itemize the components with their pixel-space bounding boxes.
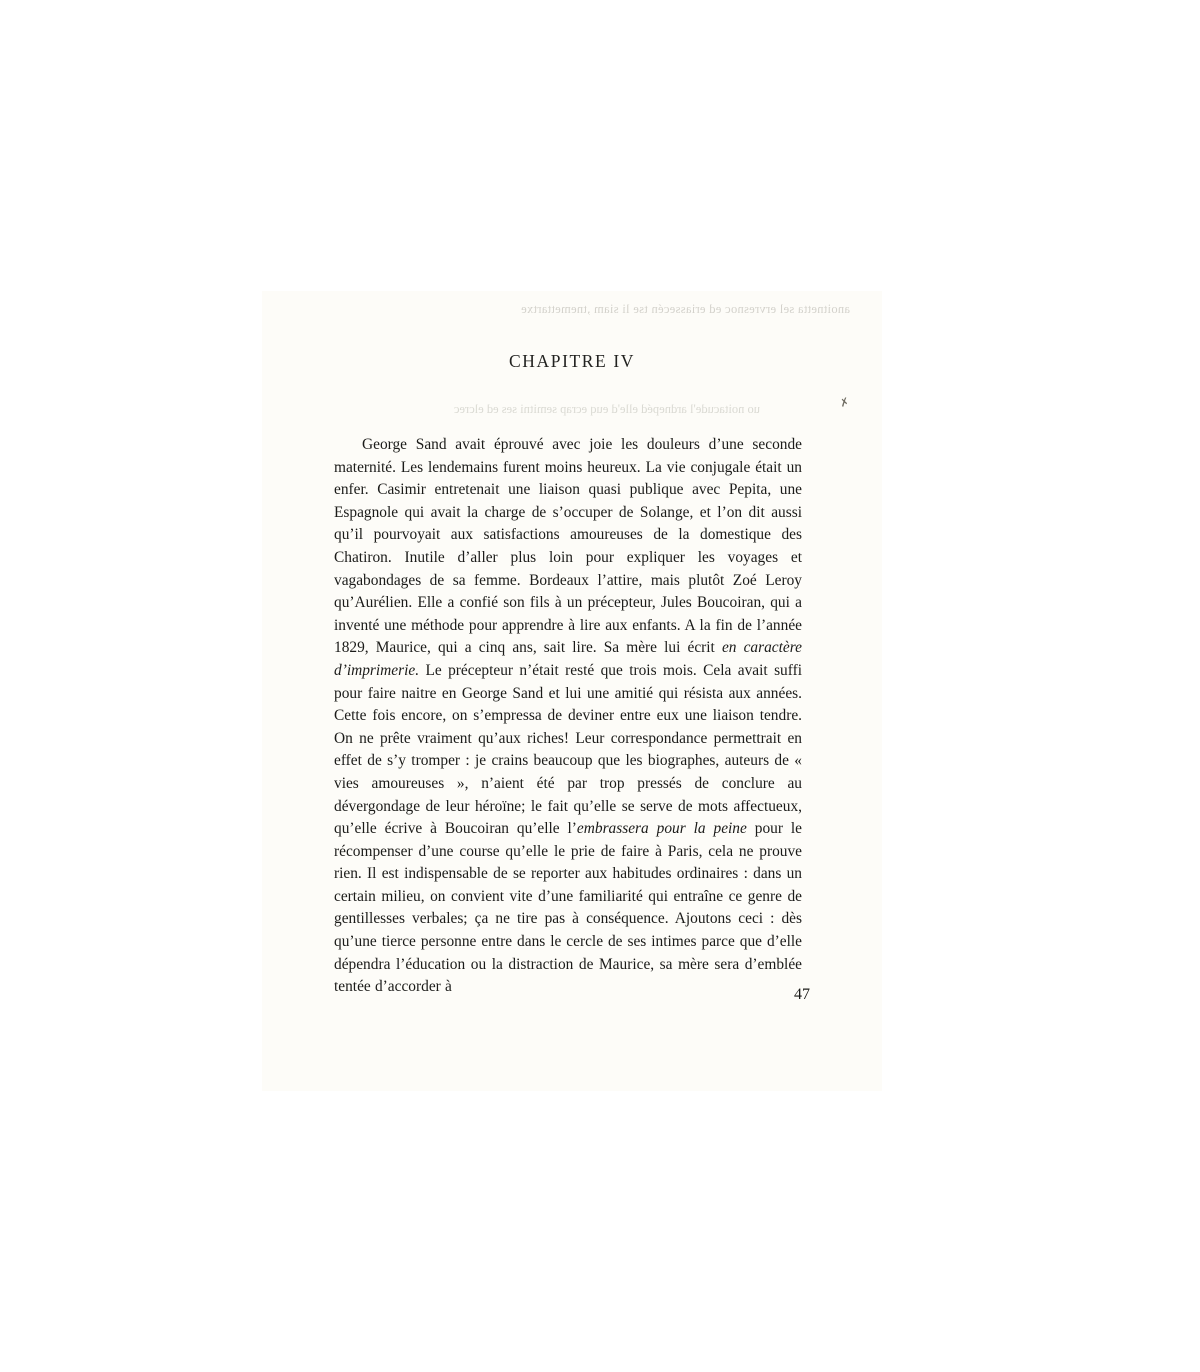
body-text-segment-3: pour le récompenser d’une course qu’elle le prie de faire à Paris, cela ne prouve rien. Il est indispensable de se reporter aux habitudes ordinaires : dans un certain milieu, on convient vite d’une familiarité qui entraîne ce genre de gentillesses verbales; ça ne tire pas à conséquence. Ajoutons ceci : dès qu’une tierce personne entre dans le cercle de ses intimes parce que d’elle dépendra l’éducation ou la distraction de Maurice, sa mère sera d’emblée tentée d’accorder à bbox=[334, 820, 802, 996]
body-paragraph bbox=[334, 434, 802, 999]
body-text-segment-1: George Sand avait éprouvé avec joie les douleurs d’une seconde maternité. Les lendemains furent moins heureux. La vie conjugale était un enfer. Casimir entretenait une liaison quasi publique avec Pepita, une Espagnole qui avait la charge de s’occuper de Solange, et l’on dit aussi qu’il pourvoyait aux satisfactions amoureuses de la domestique des Chatiron. Inutile d’aller plus loin pour expliquer les voyages et vagabondages de sa femme. Bordeaux l’attire, mais plutôt Zoé Leroy qu’Aurélien. Elle a confié son fils à un précepteur, Jules Boucoiran, qui a inventé une méthode pour apprendre à lire aux enfants. A la fin de l’année 1829, Maurice, qui a cinq ans, sait lire. Sa mère lui écrit bbox=[334, 436, 802, 657]
body-italic-segment-2: embrassera pour la peine bbox=[576, 820, 747, 838]
chapter-heading: CHAPITRE IV bbox=[508, 351, 635, 371]
page-number: 47 bbox=[794, 986, 810, 1003]
body-italic-segment-1: en caractère d’imprimerie. bbox=[334, 639, 802, 679]
marginal-pencil-mark: ✗ bbox=[838, 395, 852, 411]
book-page-scan bbox=[262, 291, 882, 1091]
body-text-segment-2: Le précepteur n’était resté que trois mois. Cela avait suffi pour faire naitre en George Sand et lui une amitié qui résista aux années. Cette fois encore, on s’empressa de deviner entre eux une liaison tendre. On ne prête vraiment qu’aux riches! Leur correspondance permettrait en effet de s’y tromper : je crains beaucoup que les biographes, auteurs de « vies amoureuses », n’aient été par trop pressés de conclure au dévergondage de leur héroïne; le fait qu’elle se serve de mots affectueux, qu’elle écrive à Boucoiran qu’elle l’ bbox=[334, 661, 802, 838]
bleed-through-text-secondary: uo noitacude'l ardnepéd elle'd euq ecrap semitni ses ed elcrec bbox=[453, 402, 760, 416]
bleed-through-text: anoitnetta sel ervresnoc ed eriassecén tse li siam ,tnemettartxe bbox=[520, 302, 850, 316]
